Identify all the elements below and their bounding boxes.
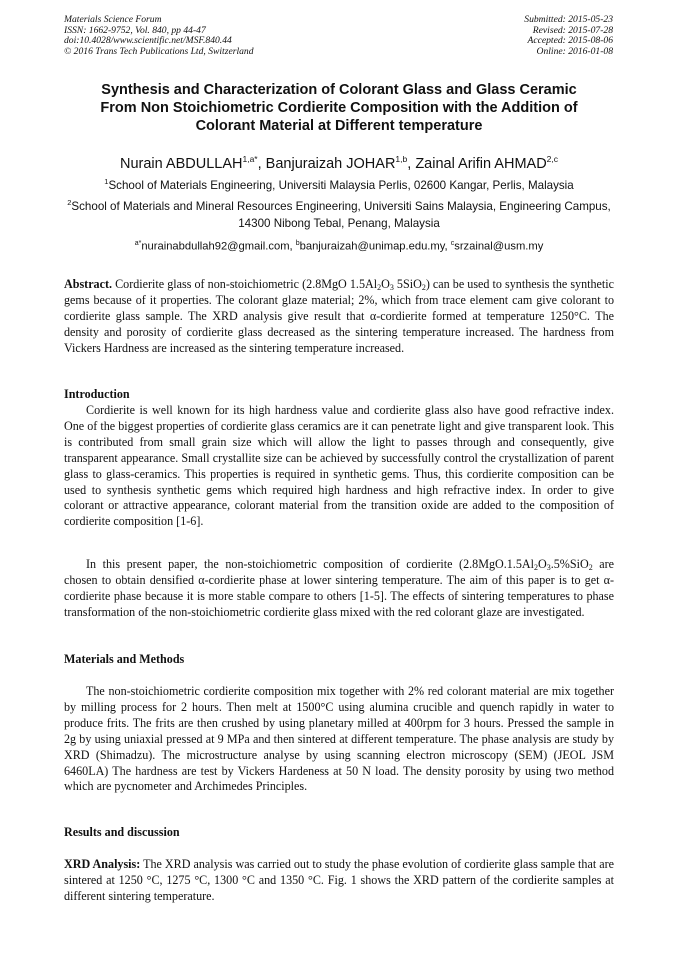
intro-paragraph: In this present paper, the non-stoichiometric composition of cordierite ($2.8MgO.1.5Al_2O_3.5\%SiO_2$ are chosen to obtain densified α-cordierite phase at lower sintering temperature. The aim of this paper is to get α-cordierite phase because it is more stable compare to others [1-5]. The effects of sintering temperatures to phase transformation of the non-stoichiometric cordierite glass mixed with the red colorant glaze are investigated. — [64, 557, 614, 619]
affiliation-1: $^1$School of Materials Engineering, Universiti Malaysia Perlis, 02600 Kangar, Perlis, Malaysia — [104, 177, 574, 192]
submission-dates — [524, 15, 613, 57]
abstract-label: Abstract. — [64, 277, 113, 291]
email-link[interactable]: nurainabdullah92@gmail.com, — [141, 240, 296, 253]
paper-title — [58, 81, 620, 135]
title-line: From Non Stoichiometric Cordierite Composition with the Addition of — [100, 100, 578, 116]
title-line: Synthesis and Characterization of Colorant Glass and Glass Ceramic — [101, 82, 577, 98]
intro-paragraph: Cordierite is well known for its high hardness value and cordierite glass also have good refractive index. One of the biggest properties of cordierite glass ceramics are it can penetrate light and give transparent look. This is contributed from small grain size which will allow the light to passes through and consequently, give transparent appearance. Small crystallite size can be achieved by successfully control the crystallization of parent glass to glass-ceramics. This properties is required in synthetic gems. Thus, this cordierite composition can be used to synthesis synthetic gems which required high hardness and high refractive index. In order to give colorant or attractive appearance, colorant material from the transition oxide are added to the composition of cordierite composition [1-6]. — [64, 403, 614, 529]
submitted-date: Submitted: 2015-05-23 — [524, 14, 613, 25]
journal-copyright: © 2016 Trans Tech Publications Ltd, Switzerland — [64, 45, 254, 57]
email-link[interactable]: banjuraizah@unimap.edu.my, — [299, 240, 451, 253]
xrd-paragraph: XRD Analysis: The XRD analysis was carried out to study the phase evolution of cordierite glass sample that are sintered at 1250 °C, 1275 °C, 1300 °C and 1350 °C. Fig. 1 shows the XRD pattern of the cordierite samples at different sintering temperature. — [64, 857, 614, 903]
author-affil-sup: 1,b — [395, 154, 408, 164]
title-line: Colorant Material at Different temperature — [195, 118, 483, 134]
journal-info — [64, 15, 254, 57]
journal-name: Materials Science Forum — [64, 14, 162, 25]
author-affil-sup: 1,a* — [242, 154, 258, 164]
accepted-date: Accepted: 2015-08-06 — [527, 35, 613, 47]
journal-issn: ISSN: 1662-9752, Vol. 840, pp 44-47 — [64, 24, 206, 36]
section-heading-results: Results and discussion — [64, 825, 180, 839]
email-link[interactable]: srzainal@usm.my — [454, 240, 544, 253]
author-name: Banjuraizah JOHAR — [265, 155, 396, 172]
online-date: Online: 2016-01-08 — [536, 45, 613, 57]
journal-doi: doi:10.4028/www.scientific.net/MSF.840.44 — [64, 35, 232, 47]
xrd-label: XRD Analysis: — [64, 857, 141, 871]
author-affil-sup: 2,c — [546, 154, 559, 164]
section-heading-methods: Materials and Methods — [64, 652, 185, 666]
author-name: Zainal Arifin AHMAD — [415, 155, 547, 172]
author-list: Nurain $ABDULLAH^{1,a*}$, Banjuraizah JOHAR$^{1,b}$, Zainal Arifin AHMAD$^{2,c}$ — [119, 154, 559, 172]
methods-paragraph: The non-stoichiometric cordierite composition mix together with 2% red colorant material are mix together by milling process for 2 hours. Then melt at 1500°C using alumina crucible and quench rapidly in water to produce frits. The frits are then crushed by using planetary milled at 400rpm for 3 hours. Pressed the sample in 2g by using uniaxial pressed at 9 MPa and then sintered at different temperature. The phase analysis are study by XRD (Shimadzu). The microstructure analyse by using scanning electron microscopy (SEM) (JEOL JSM 6460LA) The hardness are test by Vickers Hardeness at 50 N load. The density porosity by using two method which are pycnometer and Archimedes Principles. — [64, 684, 614, 794]
abstract-paragraph: Abstract. Cordierite glass of non-stoichiometric (2.8MgO $1.5Al_2O_3$ 5SiO$_2$) can be used to synthesis the synthetic gems because of it properties. The colorant glaze material; 2%, which from trace element cam give colorant to cordierite glass sample. The XRD analysis give result that α-cordierite formed at temperature 1250°C. The density and porosity of cordierite glass decreased as the sintering temperature increased. The hardness from Vickers Hardness are increased as the sintering temperature increased. — [64, 277, 615, 355]
affiliation-2: $^2$School of Materials and Mineral Resources Engineering, Universiti Sains Malaysia, Engineering Campus, 14300 Nibong Tebal, Penang, Malaysia — [67, 198, 611, 230]
section-heading-introduction: Introduction — [64, 387, 130, 401]
author-emails: $^{a*}$nurainabdullah92@gmail.com, $^b$banjuraizah@unimap.edu.my, $^c$srzainal@usm.my — [134, 240, 544, 253]
author-name: Nurain ABDULLAH — [119, 155, 243, 172]
revised-date: Revised: 2015-07-28 — [532, 24, 613, 36]
